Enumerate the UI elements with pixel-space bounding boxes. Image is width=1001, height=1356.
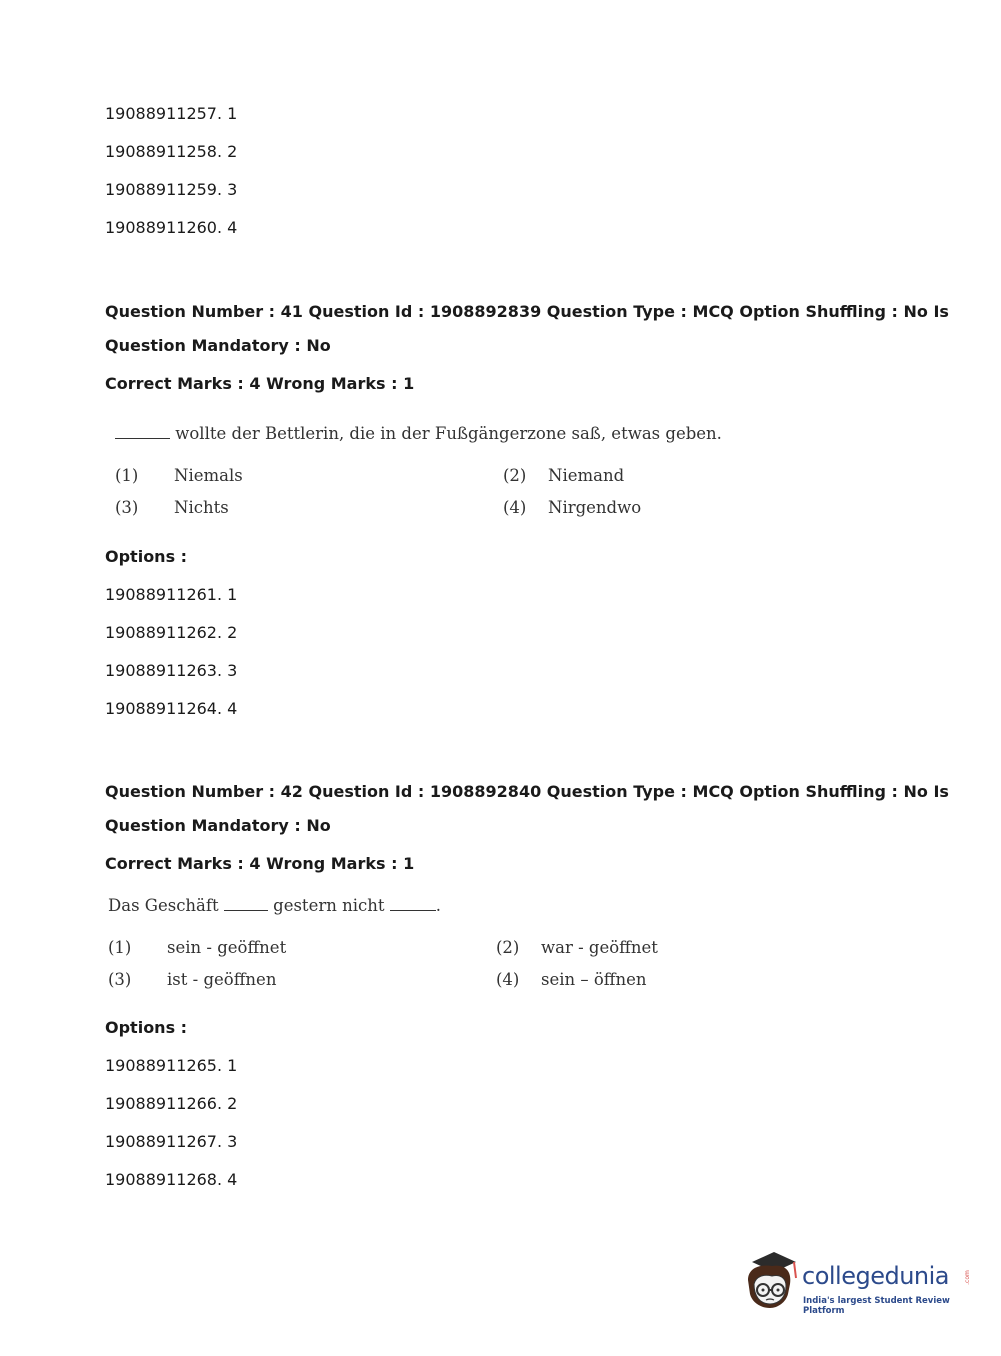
option-line: 19088911263. 3: [105, 661, 238, 680]
choice-text: Niemals: [174, 466, 243, 485]
answer-blank: [115, 437, 170, 439]
options-label: Options :: [105, 1018, 188, 1037]
option-line: 19088911265. 1: [105, 1056, 238, 1075]
option-line: 19088911261. 1: [105, 585, 238, 604]
answer-blank: [224, 909, 268, 911]
option-line: 19088911267. 3: [105, 1132, 238, 1151]
option-line: 19088911268. 4: [105, 1170, 238, 1189]
question-header: Question Number : 41 Question Id : 1908892839 Question Type : MCQ Option Shuffling : No Is: [105, 302, 949, 321]
question-marks: Correct Marks : 4 Wrong Marks : 1: [105, 374, 415, 393]
choice-text: ist - geöffnen: [167, 970, 277, 989]
option-line: 19088911264. 4: [105, 699, 238, 718]
question-part: gestern nicht: [273, 896, 385, 915]
question-text: [108, 896, 441, 915]
question-marks: Correct Marks : 4 Wrong Marks : 1: [105, 854, 415, 873]
logo-wordmark: collegedunia: [802, 1262, 950, 1290]
mascot-icon: [742, 1250, 800, 1316]
choice-number: (4): [503, 498, 527, 517]
answer-blank: [390, 909, 436, 911]
option-line: 19088911259. 3: [105, 180, 238, 199]
choice-text: war - geöffnet: [541, 938, 658, 957]
options-label: Options :: [105, 547, 188, 566]
choice-number: (3): [108, 970, 132, 989]
collegedunia-logo: [742, 1250, 972, 1320]
choice-number: (1): [115, 466, 139, 485]
question-sentence: wollte der Bettlerin, die in der Fußgängerzone saß, etwas geben.: [175, 424, 722, 443]
choice-text: sein - geöffnet: [167, 938, 287, 957]
option-line: 19088911257. 1: [105, 104, 238, 123]
choice-text: Niemand: [548, 466, 625, 485]
logo-tagline: India's largest Student Review Platform: [803, 1296, 950, 1316]
option-line: 19088911266. 2: [105, 1094, 238, 1113]
choice-text: sein – öffnen: [541, 970, 647, 989]
choice-text: Nichts: [174, 498, 229, 517]
question-header-cont: Question Mandatory : No: [105, 816, 331, 835]
choice-text: Nirgendwo: [548, 498, 642, 517]
question-header: Question Number : 42 Question Id : 1908892840 Question Type : MCQ Option Shuffling : No Is: [105, 782, 949, 801]
option-line: 19088911260. 4: [105, 218, 238, 237]
option-line: 19088911258. 2: [105, 142, 238, 161]
question-part: .: [435, 896, 441, 915]
question-part: Das Geschäft: [108, 896, 219, 915]
choice-number: (2): [496, 938, 520, 957]
choice-number: (3): [115, 498, 139, 517]
question-header-cont: Question Mandatory : No: [105, 336, 331, 355]
choice-number: (2): [503, 466, 527, 485]
choice-number: (1): [108, 938, 132, 957]
question-text: [115, 424, 722, 443]
option-line: 19088911262. 2: [105, 623, 238, 642]
choice-number: (4): [496, 970, 520, 989]
logo-suffix: .com: [963, 1270, 971, 1285]
